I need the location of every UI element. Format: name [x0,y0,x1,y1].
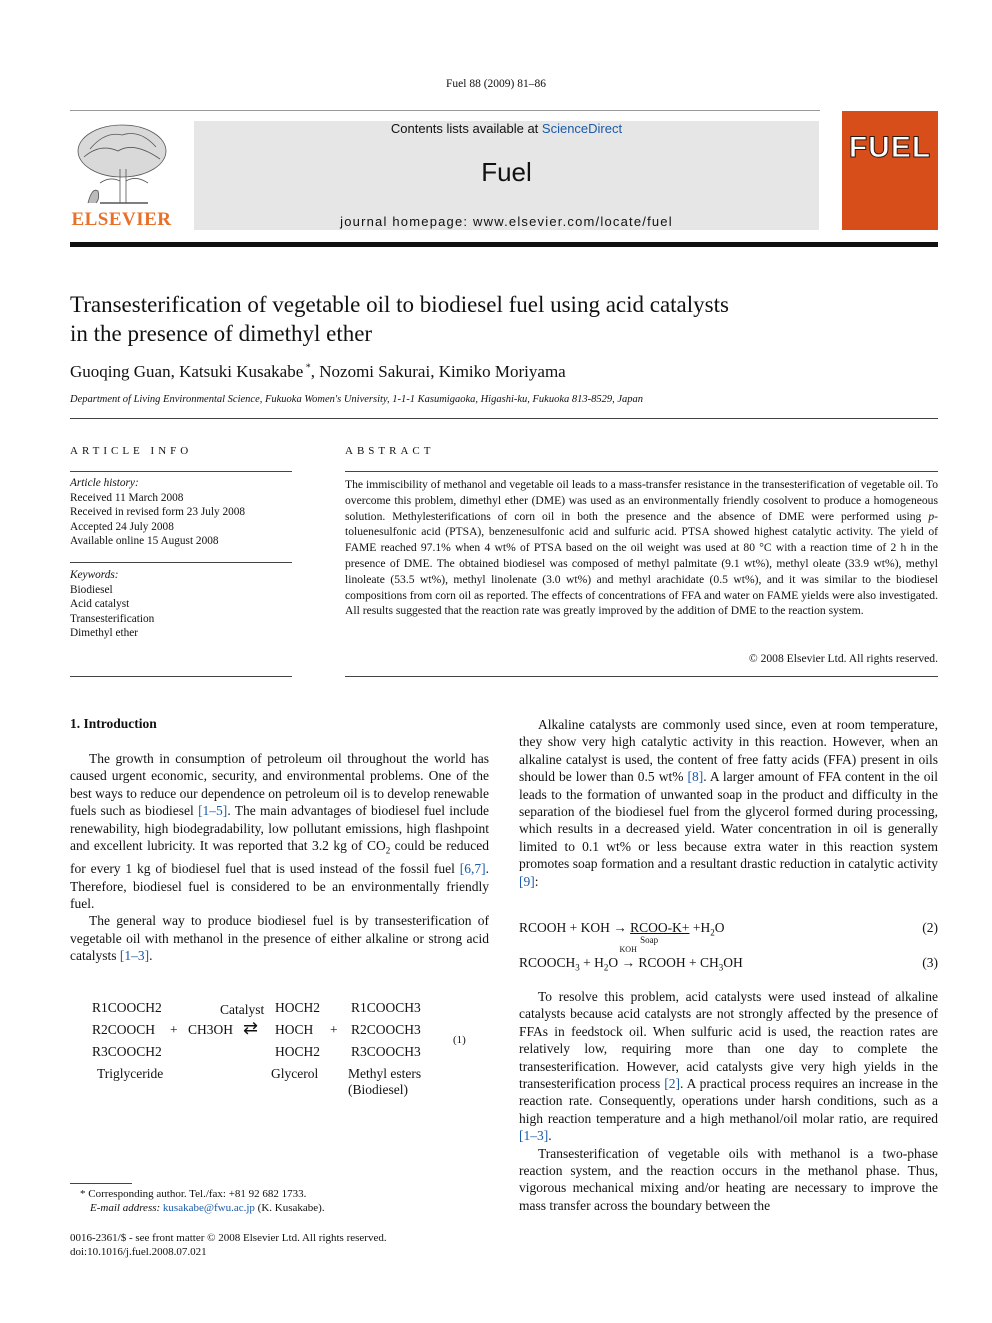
left-column-text [70,750,489,965]
citation-link[interactable]: [1–5] [198,803,228,819]
equilibrium-arrow-icon: ⇄ [243,1018,259,1038]
article-history [70,476,292,549]
citation-link[interactable]: [8] [687,769,704,785]
footnote [70,1187,490,1215]
authors-first: Guoqing Guan, Katsuki Kusakabe [70,362,304,381]
homepage-url[interactable]: www.elsevier.com/locate/fuel [473,214,673,229]
affiliation: Department of Living Environmental Science, Fukuoka Women's University, 1-1-1 Kasumigaoka, Higashi-ku, Fukuoka 813-8529, Japan [70,394,644,405]
abstract-part: The immiscibility of methanol and vegetable oil leads to a mass-transfer resistance in the transesterification of vegetable oil. To overcome this problem, dimethyl ether (DME) was used as an environmentally friendly cosolvent to produce a homogeneous solution. Methylesterifications of corn oil in both the presence and the absence of DME were performed using [345,478,938,523]
scheme-ester-1: R1COOCH3 [351,1000,421,1015]
paragraph: The growth in consumption of petroleum oil throughout the world has caused urgent economic, security, and environmental problems. One of the best ways to reduce our dependence on petroleum oil is to develop renewable fuels such as biodiesel [1–5]. The main advantages of biodiesel fuel include renewability, high biodegradability, low pollutant emissions, high flashpoint and excellent lubricity. It was reported that 3.2 kg of $CO_2$ could be reduced for every 1 kg of biodiesel fuel that is used instead of the fossil fuel [6,7]. Therefore, biodiesel fuel is considered to be an environmentally friendly fuel. [70,751,489,911]
label-methyl-esters: Methyl esters [348,1066,422,1081]
corresponding-mark[interactable]: * [303,362,311,374]
citation-link[interactable]: [2] [664,1076,680,1092]
right-column-text-bottom [519,988,938,1214]
paragraph: The general way to produce biodiesel fuel is by transesterification of vegetable oil with methanol in the presence of either alkaline or strong acid catalysts [1–3]. [70,913,489,964]
keywords-rule [70,562,292,563]
label-triglyceride: Triglyceride [97,1066,164,1081]
equation-2: RCOOH + KOH → RCOO-K+ Soap $+H_2O$ (2) [519,920,938,945]
scheme-ester-2: R2COOCH3 [351,1022,421,1037]
sciencedirect-link[interactable]: ScienceDirect [541,121,623,136]
section-heading-introduction: 1. Introduction [70,716,157,731]
elsevier-wordmark: ELSEVIER [71,209,172,230]
article-info-rule [70,471,292,472]
abstract-bottom-rule [345,676,938,677]
contents-line [194,121,819,136]
header-thick-rule [70,242,938,247]
keyword: Dimethyl ether [70,627,139,639]
paragraph: To resolve this problem, acid catalysts were used instead of alkaline catalysts because acid catalysts are not strongly affected by the presence of FFAs in feedstock oil. When sulfuric acid is used, the reaction rates are relatively low, requiring more than one day to complete the transesterification. However, acid catalysts give very high yields in the transesterification process [2]. A practical process requires an increase in the reaction rate. Consequently, operations under harsh conditions, such as a high reaction temperature and a high methanol/oil molar ratio, are required [1–3]. [519,989,938,1144]
scheme-plus: + [330,1022,338,1037]
journal-cover [842,111,938,230]
equation-3: $RCOOCH_3 + H_2O$ KOH → RCOOH + $CH_3OH$ (3) [519,945,938,973]
article-title [70,290,870,348]
equation-number: (3) [922,955,938,970]
article-info-heading: ARTICLE INFO [70,445,193,457]
equation-number: (1) [453,1034,466,1046]
email-link[interactable]: kusakabe@fwu.ac.jp [162,1202,255,1214]
keywords-label: Keywords: [70,569,119,581]
abstract-text [345,477,938,619]
right-column-text-top [519,716,938,890]
affiliation-rule [70,418,938,419]
title-line-2: in the presence of dimethyl ether [70,321,373,346]
scheme-tri-3: R3COOCH2 [92,1044,162,1059]
abstract-heading: ABSTRACT [345,445,435,457]
scheme-gly-3: HOCH2 [275,1044,321,1059]
title-line-1: Transesterification of vegetable oil to biodiesel fuel using acid catalysts [70,292,729,317]
keyword: Acid catalyst [70,598,130,610]
scheme-catalyst: Catalyst [220,1002,265,1017]
scheme-tri-1: R1COOCH2 [92,1000,162,1015]
scheme-gly-1: HOCH2 [275,1000,321,1015]
history-received: Received 11 March 2008 [70,491,184,504]
journal-banner [194,121,819,230]
citation-link[interactable]: [6,7] [459,861,486,877]
cover-title: FUEL [848,131,932,164]
footnote-email: E-mail address: kusakabe@fwu.ac.jp (K. Kusakabe). [90,1202,325,1214]
scheme-gly-2: HOCH [275,1022,314,1037]
footnote-line-1: * Corresponding author. Tel./fax: +81 92 682 1733. [80,1188,307,1200]
label-glycerol: Glycerol [271,1066,319,1081]
abstract-italic: p [928,509,935,523]
history-revised: Received in revised form 23 July 2008 [70,506,246,518]
journal-citation: Fuel 88 (2009) 81–86 [446,78,546,90]
authors-rest: , Nozomi Sakurai, Kimiko Moriyama [310,362,566,381]
scheme-plus: + [170,1022,178,1037]
paragraph: Alkaline catalysts are commonly used since, even at room temperature, they show very high catalytic activity in this reaction. However, when an alkaline catalyst is used, the content of free fatty acids (FFA) present in oils should be lower than 0.5 wt% [8]. A larger amount of FFA content in the oil leads to the formation of unwanted soap in the product and difficulty in the separation of the biodiesel fuel from the glycerol formed during processing, which results in a decreased yield. Water concentration in oil is generally limited to 0.1 wt% or less because extra water in this reaction system promotes soap formation and a resultant drastic reduction in catalytic activity [9]: [519,717,938,889]
history-online: Available online 15 August 2008 [70,535,219,547]
reaction-scheme-1 [88,998,488,1108]
homepage-prefix: journal homepage: [340,214,474,229]
citation-link[interactable]: [1–3] [119,948,150,964]
journal-homepage [194,214,819,229]
scheme-methanol: CH3OH [188,1022,234,1037]
scheme-ester-3: R3COOCH3 [351,1044,421,1059]
scheme-tri-2: R2COOCH [92,1022,156,1037]
copyright-notice: © 2008 Elsevier Ltd. All rights reserved. [748,652,938,665]
header-rule [70,110,820,111]
page-footer [70,1231,490,1259]
issn-line: 0016-2361/$ - see front matter © 2008 Elsevier Ltd. All rights reserved. [70,1232,387,1244]
citation-link[interactable]: [1–3] [519,1128,549,1144]
keyword: Biodiesel [70,583,113,596]
label-biodiesel: (Biodiesel) [348,1082,408,1097]
doi-line[interactable]: doi:10.1016/j.fuel.2008.07.021 [70,1246,207,1258]
history-label: Article history: [70,477,139,489]
journal-name: Fuel [481,157,532,187]
citation-link[interactable]: [9] [519,873,535,889]
article-info-bottom-rule [70,676,292,677]
tree-icon [70,121,173,209]
history-accepted: Accepted 24 July 2008 [70,520,174,533]
footnote-rule [70,1183,132,1184]
abstract-part: -toluenesulfonic acid (PTSA), benzenesulfonic acid and sulfuric acid. PTSA showed highest catalytic activity. The yield of FAME reached 97.1% when 4 wt% of PTSA based on the oil weight was used at 80 °C with a reaction time of 2 h in the presence of DME. The obtained biodiesel was composed of methyl palmitate (9.1 wt%), methyl oleate (33.9 wt%), methyl linoleate (53.5 wt%), methyl linolenate (3.0 wt%) and methyl arachidate (0.5 wt%), and it was similar to the biodiesel compositions from corn oil as reported. The effects of concentrations of FFA and water on FAME yields were also investigated. All results suggested that the reaction rate was greatly improved by the addition of DME to the reaction system. [345,509,938,618]
paragraph: Transesterification of vegetable oils with methanol is a two-phase reaction system, and the reaction occurs in the methanol phase. Thus, vigorous mechanical mixing and/or heating are necessary to improve the mass transfer across the boundary between the [519,1145,938,1213]
abstract-rule [345,471,938,472]
keywords-block [70,568,292,641]
keyword: Transesterification [70,612,155,625]
contents-prefix: Contents lists available at [390,121,542,136]
author-list [70,362,870,382]
equation-number: (2) [922,920,938,935]
